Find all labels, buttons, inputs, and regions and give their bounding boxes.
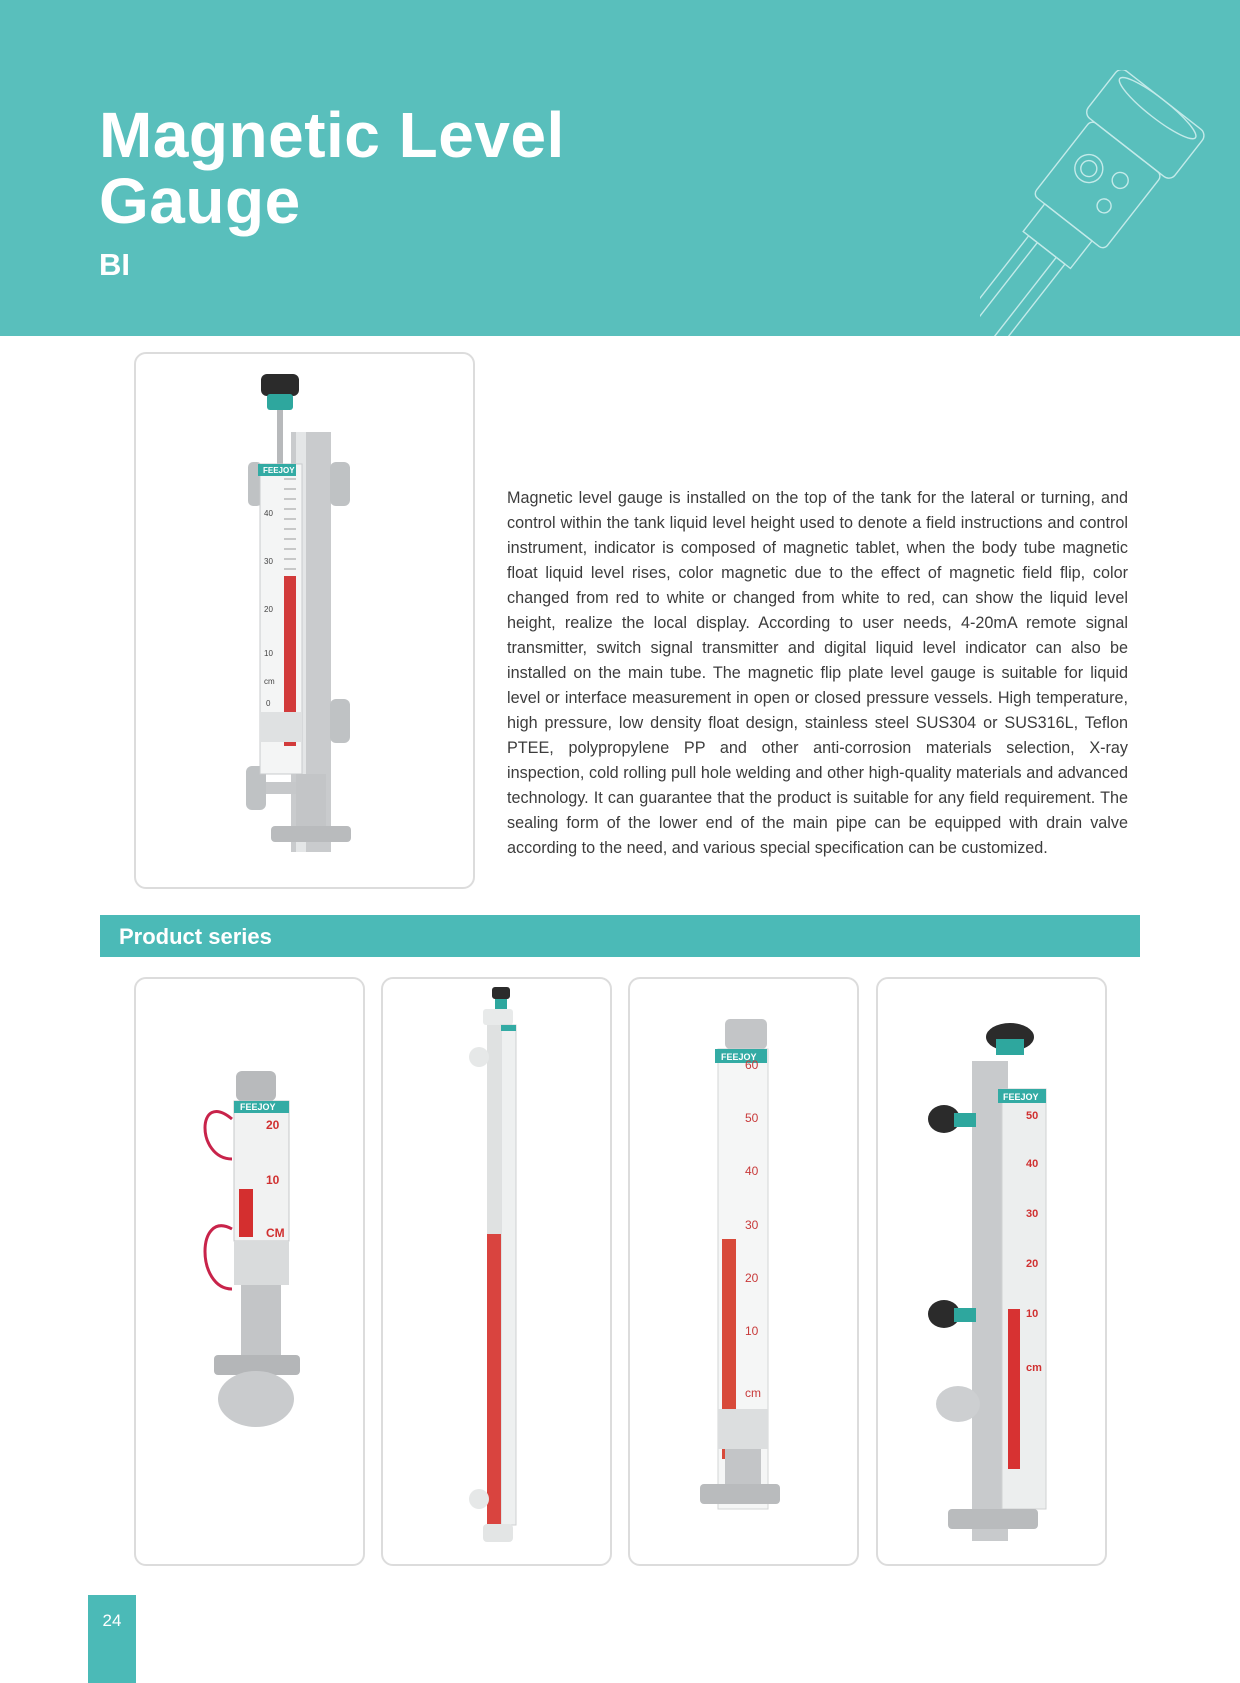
product-card-1 [134, 977, 365, 1566]
svg-text:60: 60 [745, 1058, 759, 1072]
svg-text:0: 0 [266, 699, 271, 708]
svg-text:cm: cm [1026, 1362, 1042, 1374]
svg-text:30: 30 [1026, 1208, 1039, 1220]
svg-text:30: 30 [264, 557, 273, 566]
svg-text:FEEJOY: FEEJOY [240, 1102, 276, 1112]
svg-text:FEEJOY: FEEJOY [1003, 1092, 1039, 1102]
svg-text:20: 20 [264, 605, 273, 614]
svg-text:40: 40 [745, 1164, 759, 1178]
svg-text:20: 20 [266, 1118, 280, 1132]
svg-text:50: 50 [1026, 1110, 1039, 1122]
svg-text:cm: cm [264, 677, 275, 686]
svg-text:10: 10 [1026, 1308, 1039, 1320]
model-code: BI [99, 247, 130, 282]
product-card-2 [381, 977, 612, 1566]
title-line-2: Gauge [99, 165, 301, 237]
svg-text:30: 30 [745, 1218, 759, 1232]
svg-text:20: 20 [745, 1271, 759, 1285]
product-image-top-mounted-gauge [630, 979, 859, 1566]
svg-text:20: 20 [1026, 1258, 1039, 1270]
title-line-1: Magnetic Level [99, 99, 565, 171]
sensor-outline-icon [980, 70, 1240, 336]
product-image-gauge-with-transmitter [878, 979, 1107, 1566]
svg-text:10: 10 [745, 1324, 759, 1338]
product-card-4 [876, 977, 1107, 1566]
svg-text:40: 40 [264, 509, 273, 518]
section-title: Product series [119, 924, 272, 949]
svg-text:50: 50 [745, 1111, 759, 1125]
main-product-image-card [134, 352, 475, 889]
svg-text:CM: CM [266, 1226, 285, 1240]
section-header-product-series [100, 915, 1140, 957]
svg-text:FEEJOY: FEEJOY [263, 466, 295, 475]
svg-text:cm: cm [745, 1386, 761, 1400]
svg-text:10: 10 [264, 649, 273, 658]
product-image-long-gauge [383, 979, 612, 1566]
page-header [0, 0, 1240, 336]
level-gauge-image [136, 354, 477, 891]
svg-text:10: 10 [266, 1173, 280, 1187]
page-title [99, 99, 565, 237]
page-number: 24 [88, 1595, 136, 1683]
product-card-3 [628, 977, 859, 1566]
product-description: Magnetic level gauge is installed on the top of the tank for the lateral or turning, and control within the tank liquid level height used to denote a field instructions and control instrument, indicator is composed of magnetic tablet, when the body tube magnetic float liquid level rises, color magnetic due to the effect of magnetic field flip, color changed from red to white or changed from white to red, can show the liquid level height, realize the local display. According to user needs, 4-20mA remote signal transmitter, switch signal transmitter and digital liquid level indicator can also be installed on the main tube. The magnetic flip plate level gauge is suitable for liquid level or interface measurement in open or closed pressure vessels. High temperature, high pressure, low density float design, stainless steel SUS304 or SUS316L, Teflon PTEE, polypropylene PP and other anti-corrosion materials selection, X-ray inspection, cold rolling pull hole welding and other high-quality materials and advanced technology. It can guarantee that the product is suitable for any field requirement. The sealing form of the lower end of the main pipe can be equipped with drain valve according to the need, and various special specification can be customized. [507, 489, 1128, 857]
product-image-short-gauge [136, 979, 365, 1566]
svg-text:FEEJOY: FEEJOY [721, 1052, 757, 1062]
svg-text:40: 40 [1026, 1158, 1039, 1170]
